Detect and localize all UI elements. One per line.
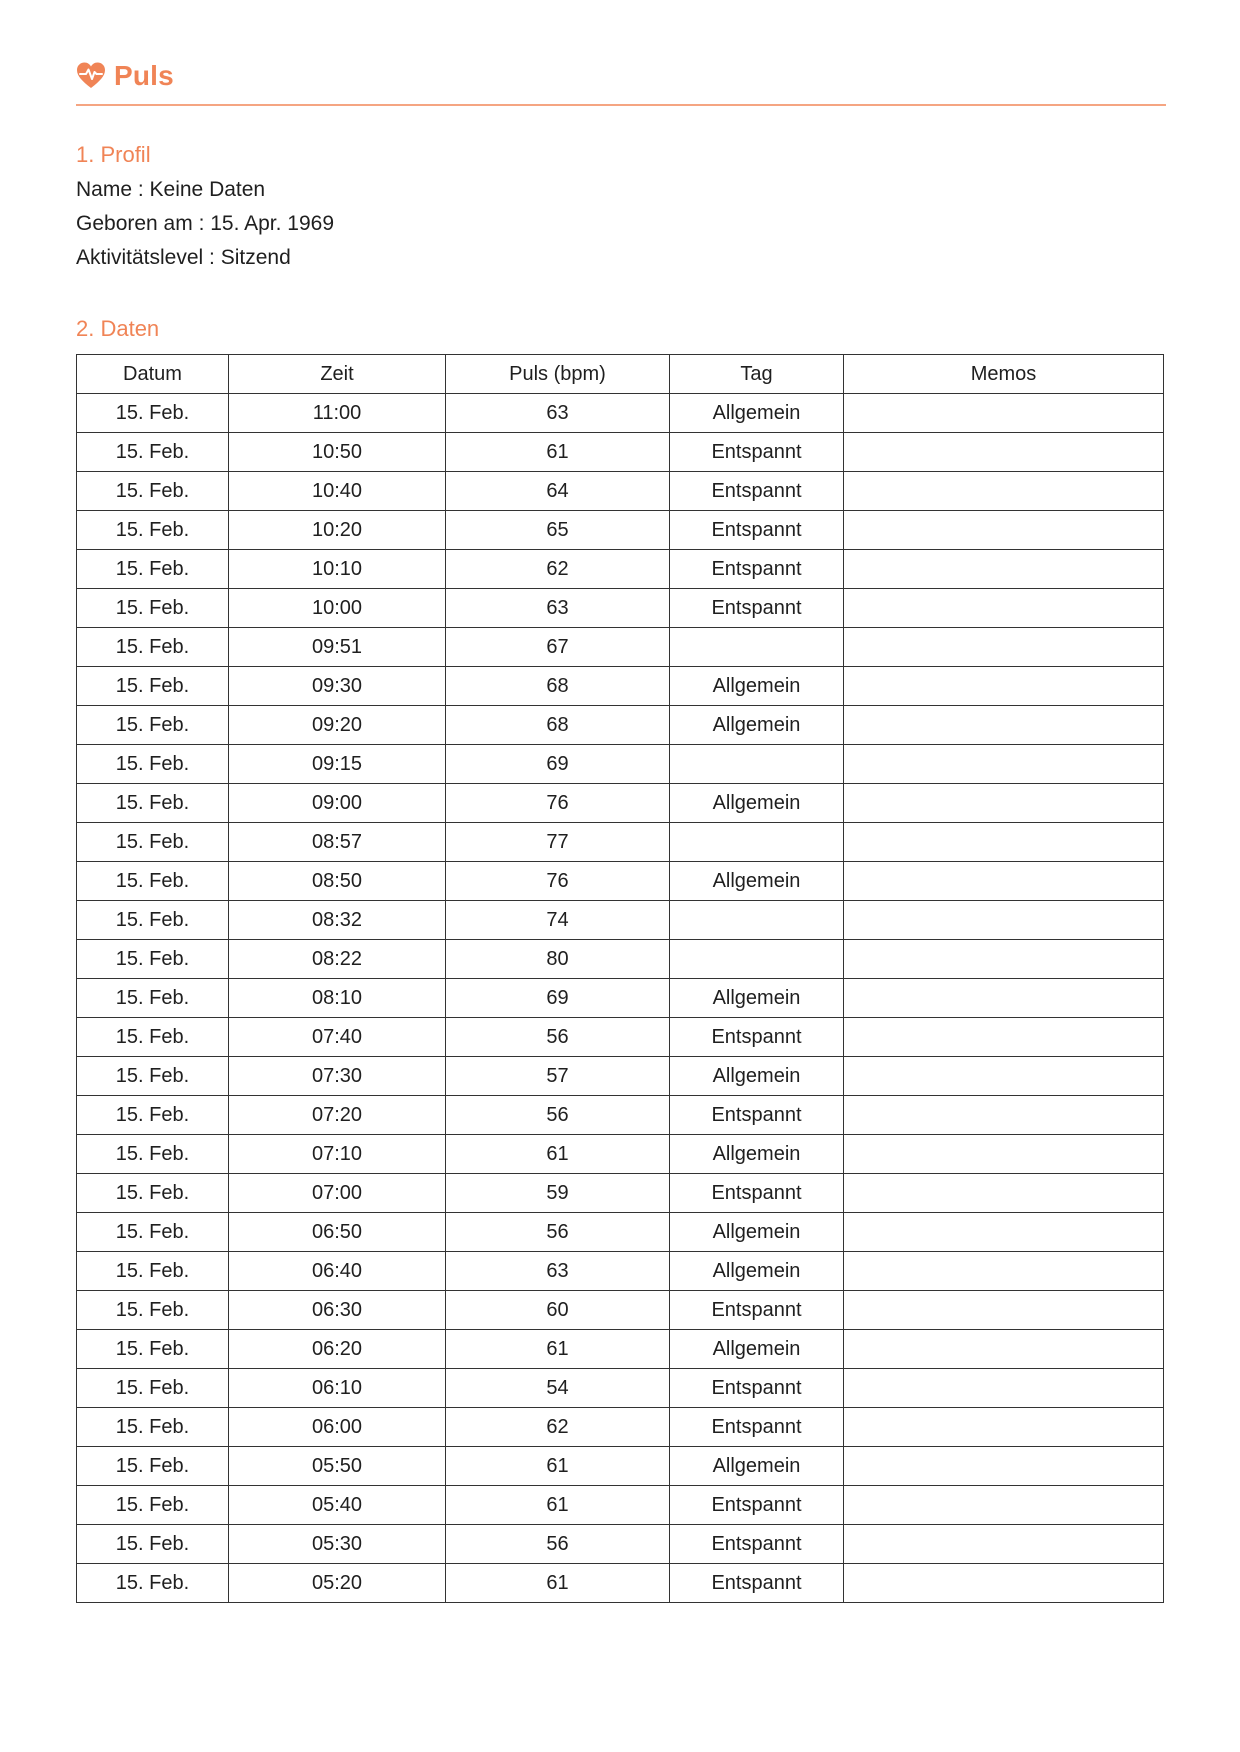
cell-memo	[844, 1291, 1164, 1330]
cell-tag: Entspannt	[670, 472, 844, 511]
cell-datum: 15. Feb.	[77, 1408, 229, 1447]
cell-datum: 15. Feb.	[77, 940, 229, 979]
cell-datum: 15. Feb.	[77, 706, 229, 745]
table-row	[77, 706, 1164, 745]
cell-tag: Entspannt	[670, 1525, 844, 1564]
cell-puls: 68	[446, 706, 670, 745]
cell-puls: 63	[446, 589, 670, 628]
cell-zeit: 05:40	[229, 1486, 446, 1525]
cell-puls: 56	[446, 1213, 670, 1252]
table-row	[77, 550, 1164, 589]
table-row	[77, 979, 1164, 1018]
cell-zeit: 10:10	[229, 550, 446, 589]
column-header-puls: Puls (bpm)	[446, 355, 670, 394]
cell-puls: 65	[446, 511, 670, 550]
cell-tag: Allgemein	[670, 667, 844, 706]
cell-zeit: 05:20	[229, 1564, 446, 1603]
cell-zeit: 08:22	[229, 940, 446, 979]
table-body	[77, 394, 1164, 1603]
cell-tag	[670, 901, 844, 940]
table-row	[77, 1525, 1164, 1564]
cell-zeit: 10:20	[229, 511, 446, 550]
cell-tag: Entspannt	[670, 550, 844, 589]
cell-zeit: 10:00	[229, 589, 446, 628]
cell-puls: 63	[446, 1252, 670, 1291]
cell-memo	[844, 1174, 1164, 1213]
cell-zeit: 09:30	[229, 667, 446, 706]
profile-birthdate: Geboren am : 15. Apr. 1969	[76, 212, 335, 235]
table-row	[77, 1486, 1164, 1525]
cell-puls: 69	[446, 745, 670, 784]
cell-datum: 15. Feb.	[77, 979, 229, 1018]
table-row	[77, 940, 1164, 979]
cell-memo	[844, 823, 1164, 862]
cell-datum: 15. Feb.	[77, 1252, 229, 1291]
cell-zeit: 09:20	[229, 706, 446, 745]
cell-datum: 15. Feb.	[77, 628, 229, 667]
cell-datum: 15. Feb.	[77, 550, 229, 589]
table-row	[77, 628, 1164, 667]
cell-puls: 77	[446, 823, 670, 862]
cell-tag: Entspannt	[670, 589, 844, 628]
cell-memo	[844, 1135, 1164, 1174]
cell-puls: 80	[446, 940, 670, 979]
table-row	[77, 1369, 1164, 1408]
cell-datum: 15. Feb.	[77, 1369, 229, 1408]
cell-memo	[844, 706, 1164, 745]
table-row	[77, 1564, 1164, 1603]
cell-memo	[844, 745, 1164, 784]
cell-memo	[844, 1486, 1164, 1525]
cell-datum: 15. Feb.	[77, 1213, 229, 1252]
column-header-datum: Datum	[77, 355, 229, 394]
cell-zeit: 06:10	[229, 1369, 446, 1408]
cell-tag: Allgemein	[670, 979, 844, 1018]
cell-tag: Entspannt	[670, 1564, 844, 1603]
cell-zeit: 09:51	[229, 628, 446, 667]
column-header-tag: Tag	[670, 355, 844, 394]
cell-puls: 56	[446, 1096, 670, 1135]
table-row	[77, 1096, 1164, 1135]
cell-memo	[844, 667, 1164, 706]
cell-memo	[844, 589, 1164, 628]
cell-puls: 59	[446, 1174, 670, 1213]
cell-puls: 76	[446, 862, 670, 901]
cell-puls: 64	[446, 472, 670, 511]
cell-tag: Allgemein	[670, 784, 844, 823]
table-row	[77, 1213, 1164, 1252]
document-page	[76, 54, 1166, 1603]
cell-datum: 15. Feb.	[77, 1447, 229, 1486]
cell-zeit: 08:50	[229, 862, 446, 901]
cell-puls: 61	[446, 1135, 670, 1174]
table-row	[77, 394, 1164, 433]
cell-puls: 63	[446, 394, 670, 433]
profile-section-title: 1. Profil	[76, 142, 151, 167]
cell-puls: 69	[446, 979, 670, 1018]
cell-puls: 57	[446, 1057, 670, 1096]
cell-memo	[844, 1096, 1164, 1135]
cell-memo	[844, 1018, 1164, 1057]
cell-zeit: 09:15	[229, 745, 446, 784]
cell-tag: Entspannt	[670, 511, 844, 550]
cell-zeit: 05:50	[229, 1447, 446, 1486]
cell-tag: Allgemein	[670, 1135, 844, 1174]
cell-puls: 67	[446, 628, 670, 667]
cell-puls: 61	[446, 1330, 670, 1369]
table-row	[77, 511, 1164, 550]
table-row	[77, 1252, 1164, 1291]
cell-memo	[844, 862, 1164, 901]
cell-memo	[844, 940, 1164, 979]
table-row	[77, 1447, 1164, 1486]
table-row	[77, 589, 1164, 628]
cell-zeit: 07:20	[229, 1096, 446, 1135]
cell-tag: Allgemein	[670, 1057, 844, 1096]
cell-tag: Entspannt	[670, 1486, 844, 1525]
table-row	[77, 1135, 1164, 1174]
cell-memo	[844, 628, 1164, 667]
cell-tag: Allgemein	[670, 706, 844, 745]
cell-puls: 56	[446, 1018, 670, 1057]
table-row	[77, 1291, 1164, 1330]
cell-zeit: 05:30	[229, 1525, 446, 1564]
cell-zeit: 08:57	[229, 823, 446, 862]
table-row	[77, 1330, 1164, 1369]
cell-datum: 15. Feb.	[77, 1330, 229, 1369]
table-row	[77, 745, 1164, 784]
cell-memo	[844, 472, 1164, 511]
cell-datum: 15. Feb.	[77, 1057, 229, 1096]
table-row	[77, 1408, 1164, 1447]
cell-tag: Allgemein	[670, 1447, 844, 1486]
table-row	[77, 901, 1164, 940]
cell-zeit: 10:50	[229, 433, 446, 472]
cell-zeit: 06:30	[229, 1291, 446, 1330]
document-header	[76, 54, 1166, 98]
cell-zeit: 06:00	[229, 1408, 446, 1447]
cell-tag: Entspannt	[670, 1291, 844, 1330]
cell-tag: Allgemein	[670, 394, 844, 433]
cell-datum: 15. Feb.	[77, 1525, 229, 1564]
cell-datum: 15. Feb.	[77, 1291, 229, 1330]
table-row	[77, 1174, 1164, 1213]
table-row	[77, 667, 1164, 706]
cell-puls: 74	[446, 901, 670, 940]
cell-puls: 61	[446, 1486, 670, 1525]
cell-tag: Entspannt	[670, 1174, 844, 1213]
cell-memo	[844, 1564, 1164, 1603]
cell-zeit: 06:20	[229, 1330, 446, 1369]
table-header-row	[77, 355, 1164, 394]
cell-puls: 76	[446, 784, 670, 823]
profile-activity-level: Aktivitätslevel : Sitzend	[76, 246, 291, 269]
cell-tag: Entspannt	[670, 1369, 844, 1408]
cell-zeit: 10:40	[229, 472, 446, 511]
cell-puls: 56	[446, 1525, 670, 1564]
cell-memo	[844, 1408, 1164, 1447]
table-row	[77, 1057, 1164, 1096]
cell-datum: 15. Feb.	[77, 901, 229, 940]
cell-memo	[844, 394, 1164, 433]
cell-zeit: 06:40	[229, 1252, 446, 1291]
cell-tag: Entspannt	[670, 1408, 844, 1447]
cell-puls: 61	[446, 1564, 670, 1603]
cell-datum: 15. Feb.	[77, 1018, 229, 1057]
cell-tag: Allgemein	[670, 862, 844, 901]
cell-memo	[844, 901, 1164, 940]
cell-puls: 62	[446, 1408, 670, 1447]
cell-zeit: 09:00	[229, 784, 446, 823]
cell-memo	[844, 1369, 1164, 1408]
cell-memo	[844, 1330, 1164, 1369]
cell-zeit: 06:50	[229, 1213, 446, 1252]
header-divider	[76, 104, 1166, 106]
cell-puls: 54	[446, 1369, 670, 1408]
cell-datum: 15. Feb.	[77, 784, 229, 823]
cell-memo	[844, 550, 1164, 589]
cell-puls: 68	[446, 667, 670, 706]
cell-zeit: 07:30	[229, 1057, 446, 1096]
cell-tag	[670, 628, 844, 667]
cell-zeit: 08:32	[229, 901, 446, 940]
cell-memo	[844, 1252, 1164, 1291]
cell-datum: 15. Feb.	[77, 394, 229, 433]
profile-name: Name : Keine Daten	[76, 178, 266, 201]
table-row	[77, 784, 1164, 823]
cell-datum: 15. Feb.	[77, 589, 229, 628]
cell-tag: Entspannt	[670, 1018, 844, 1057]
cell-datum: 15. Feb.	[77, 1174, 229, 1213]
cell-memo	[844, 1213, 1164, 1252]
table-row	[77, 862, 1164, 901]
cell-datum: 15. Feb.	[77, 862, 229, 901]
cell-tag: Entspannt	[670, 1096, 844, 1135]
cell-memo	[844, 1525, 1164, 1564]
cell-zeit: 07:00	[229, 1174, 446, 1213]
cell-datum: 15. Feb.	[77, 433, 229, 472]
table-row	[77, 472, 1164, 511]
cell-datum: 15. Feb.	[77, 1564, 229, 1603]
cell-memo	[844, 784, 1164, 823]
column-header-memos: Memos	[844, 355, 1164, 394]
cell-tag	[670, 823, 844, 862]
cell-tag: Allgemein	[670, 1213, 844, 1252]
cell-tag: Allgemein	[670, 1330, 844, 1369]
cell-memo	[844, 511, 1164, 550]
cell-memo	[844, 433, 1164, 472]
heart-pulse-icon	[76, 61, 106, 91]
cell-puls: 62	[446, 550, 670, 589]
cell-memo	[844, 1447, 1164, 1486]
table-row	[77, 1018, 1164, 1057]
cell-datum: 15. Feb.	[77, 511, 229, 550]
cell-memo	[844, 1057, 1164, 1096]
cell-tag	[670, 940, 844, 979]
cell-puls: 61	[446, 1447, 670, 1486]
cell-memo	[844, 979, 1164, 1018]
cell-zeit: 11:00	[229, 394, 446, 433]
page-title: Puls	[114, 60, 174, 91]
cell-zeit: 07:40	[229, 1018, 446, 1057]
cell-zeit: 08:10	[229, 979, 446, 1018]
cell-puls: 61	[446, 433, 670, 472]
data-section-title: 2. Daten	[76, 316, 160, 341]
cell-datum: 15. Feb.	[77, 1096, 229, 1135]
cell-puls: 60	[446, 1291, 670, 1330]
cell-datum: 15. Feb.	[77, 1135, 229, 1174]
cell-datum: 15. Feb.	[77, 667, 229, 706]
pulse-data-table	[76, 354, 1164, 1603]
cell-datum: 15. Feb.	[77, 823, 229, 862]
column-header-zeit: Zeit	[229, 355, 446, 394]
table-row	[77, 823, 1164, 862]
cell-zeit: 07:10	[229, 1135, 446, 1174]
cell-tag	[670, 745, 844, 784]
cell-datum: 15. Feb.	[77, 1486, 229, 1525]
cell-datum: 15. Feb.	[77, 472, 229, 511]
cell-tag: Entspannt	[670, 433, 844, 472]
cell-datum: 15. Feb.	[77, 745, 229, 784]
table-row	[77, 433, 1164, 472]
cell-tag: Allgemein	[670, 1252, 844, 1291]
